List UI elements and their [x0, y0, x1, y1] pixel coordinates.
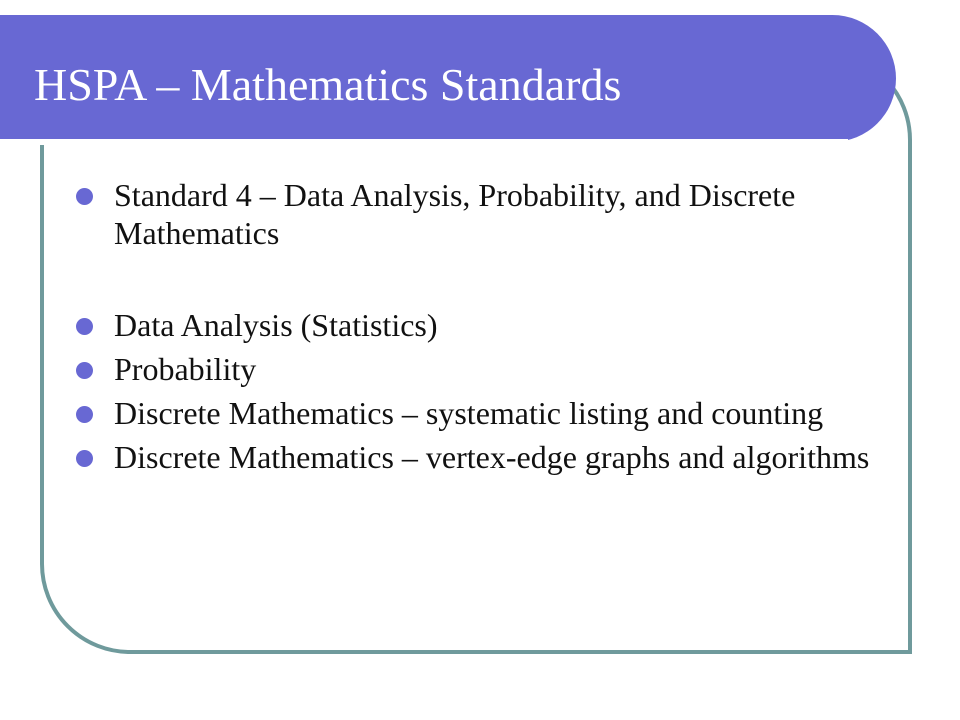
title-bar	[0, 15, 896, 142]
bullet-text: Standard 4 – Data Analysis, Probability, and Discrete Mathematics	[114, 177, 796, 251]
bullet-dot-icon	[76, 318, 93, 335]
bullet-list	[76, 176, 876, 476]
bullet-dot-icon	[76, 188, 93, 205]
bullet-text: Probability	[114, 351, 257, 387]
bullet-text: Discrete Mathematics – systematic listing and counting	[114, 395, 824, 431]
bullet-dot-icon	[76, 362, 93, 379]
bullet-dot-icon	[76, 406, 93, 423]
bullet-text: Discrete Mathematics – vertex-edge graphs and algorithms	[114, 439, 870, 475]
bullet-text: Data Analysis (Statistics)	[114, 307, 438, 343]
bullet-item-vertex-edge-graphs	[76, 438, 876, 476]
slide-title: HSPA – Mathematics Standards	[34, 59, 622, 110]
title-underline	[0, 139, 848, 145]
bullet-item-standard-4	[76, 176, 876, 252]
bullet-dot-icon	[76, 450, 93, 467]
bullet-item-listing-counting	[76, 394, 876, 432]
bullet-item-probability	[76, 350, 876, 388]
bullet-item-data-analysis	[76, 306, 876, 344]
